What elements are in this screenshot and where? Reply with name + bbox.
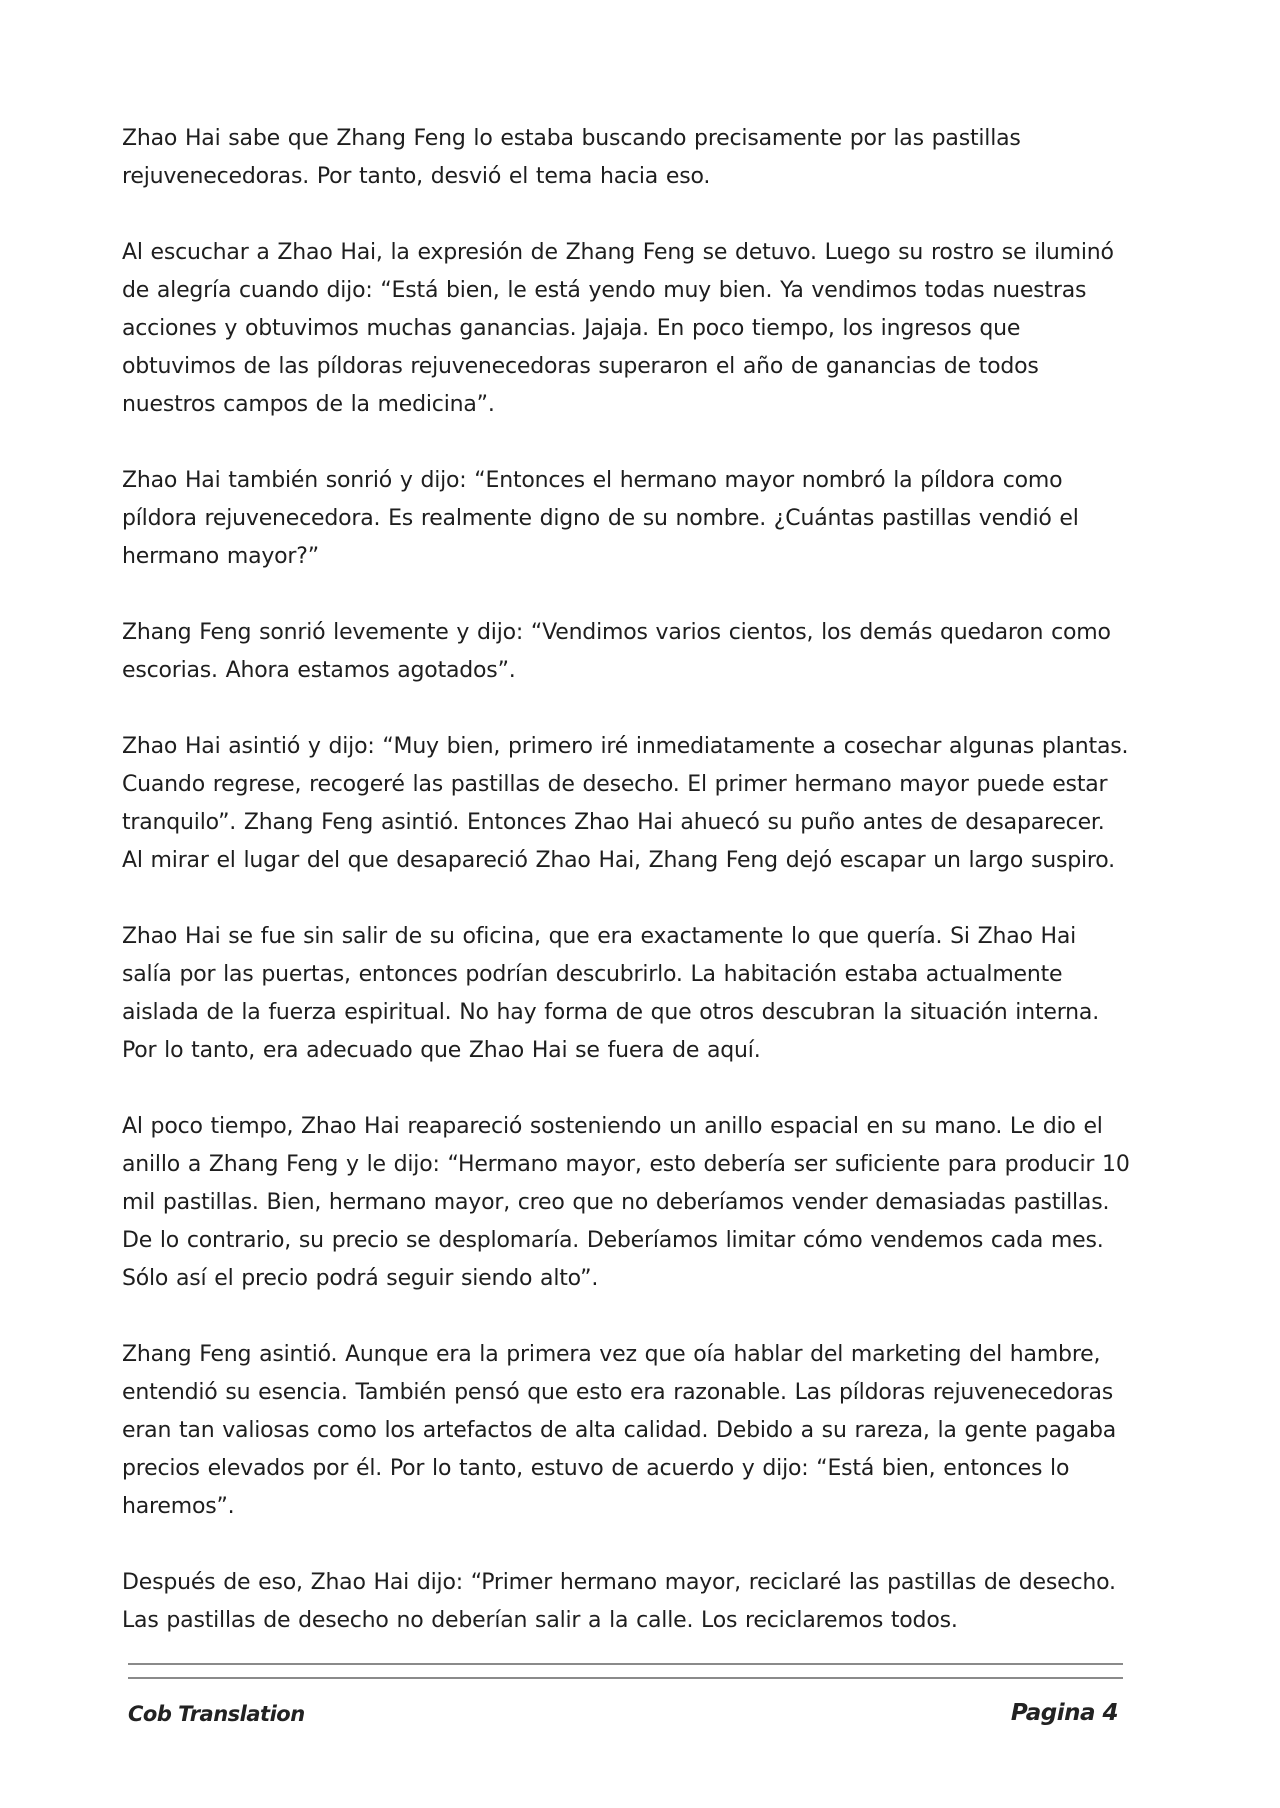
paragraph: Al poco tiempo, Zhao Hai reapareció sosteniendo un anillo espacial en su mano. Le dio el anillo a Zhang Feng y le dijo: “Hermano mayor, esto debería ser suficiente para producir 10 mil pastillas. Bien, hermano mayor, creo que no deberíamos vender demasiadas pastillas. De lo contrario, su precio se desplomaría. Deberíamos limitar cómo vendemos cada mes. Sólo así el precio podrá seguir siendo alto”.	[122, 1114, 1130, 1291]
paragraph: Zhao Hai sabe que Zhang Feng lo estaba buscando precisamente por las pastillas rejuvenecedoras. Por tanto, desvió el tema hacia eso.	[122, 126, 1021, 189]
body-text	[122, 120, 1132, 1678]
paragraph: Zhang Feng sonrió levemente y dijo: “Vendimos varios cientos, los demás quedaron como escorias. Ahora estamos agotados”.	[122, 620, 1111, 683]
paragraph: Zhao Hai también sonrió y dijo: “Entonces el hermano mayor nombró la píldora como píldora rejuvenecedora. Es realmente digno de su nombre. ¿Cuántas pastillas vendió el hermano mayor?”	[122, 468, 1079, 569]
paragraph: Zhang Feng asintió. Aunque era la primera vez que oía hablar del marketing del hambre, entendió su esencia. También pensó que esto era razonable. Las píldoras rejuvenecedoras eran tan valiosas como los artefactos de alta calidad. Debido a su rareza, la gente pagaba precios elevados por él. Por lo tanto, estuvo de acuerdo y dijo: “Está bien, entonces lo haremos”.	[122, 1342, 1117, 1519]
footer-page-number: Pagina 4	[1010, 1700, 1118, 1726]
footer-translator-credit: Cob Translation	[128, 1702, 305, 1726]
footer-divider-bottom	[128, 1677, 1123, 1679]
paragraph: Al escuchar a Zhao Hai, la expresión de Zhang Feng se detuvo. Luego su rostro se iluminó de alegría cuando dijo: “Está bien, le está yendo muy bien. Ya vendimos todas nuestras acciones y obtuvimos muchas ganancias. Jajaja. En poco tiempo, los ingresos que obtuvimos de las píldoras rejuvenecedoras superaron el año de ganancias de todos nuestros campos de la medicina”.	[122, 240, 1114, 417]
paragraph: Después de eso, Zhao Hai dijo: “Primer hermano mayor, reciclaré las pastillas de desecho. Las pastillas de desecho no deberían salir a la calle. Los reciclaremos todos.	[122, 1570, 1116, 1633]
paragraph: Zhao Hai se fue sin salir de su oficina, que era exactamente lo que quería. Si Zhao Hai salía por las puertas, entonces podrían descubrirlo. La habitación estaba actualmente aislada de la fuerza espiritual. No hay forma de que otros descubran la situación interna. Por lo tanto, era adecuado que Zhao Hai se fuera de aquí.	[122, 924, 1099, 1063]
paragraph: Zhao Hai asintió y dijo: “Muy bien, primero iré inmediatamente a cosechar algunas plantas. Cuando regrese, recogeré las pastillas de desecho. El primer hermano mayor puede estar tranquilo”. Zhang Feng asintió. Entonces Zhao Hai ahuecó su puño antes de desaparecer. Al mirar el lugar del que desapareció Zhao Hai, Zhang Feng dejó escapar un largo suspiro.	[122, 734, 1129, 873]
footer-divider-top	[128, 1663, 1123, 1665]
